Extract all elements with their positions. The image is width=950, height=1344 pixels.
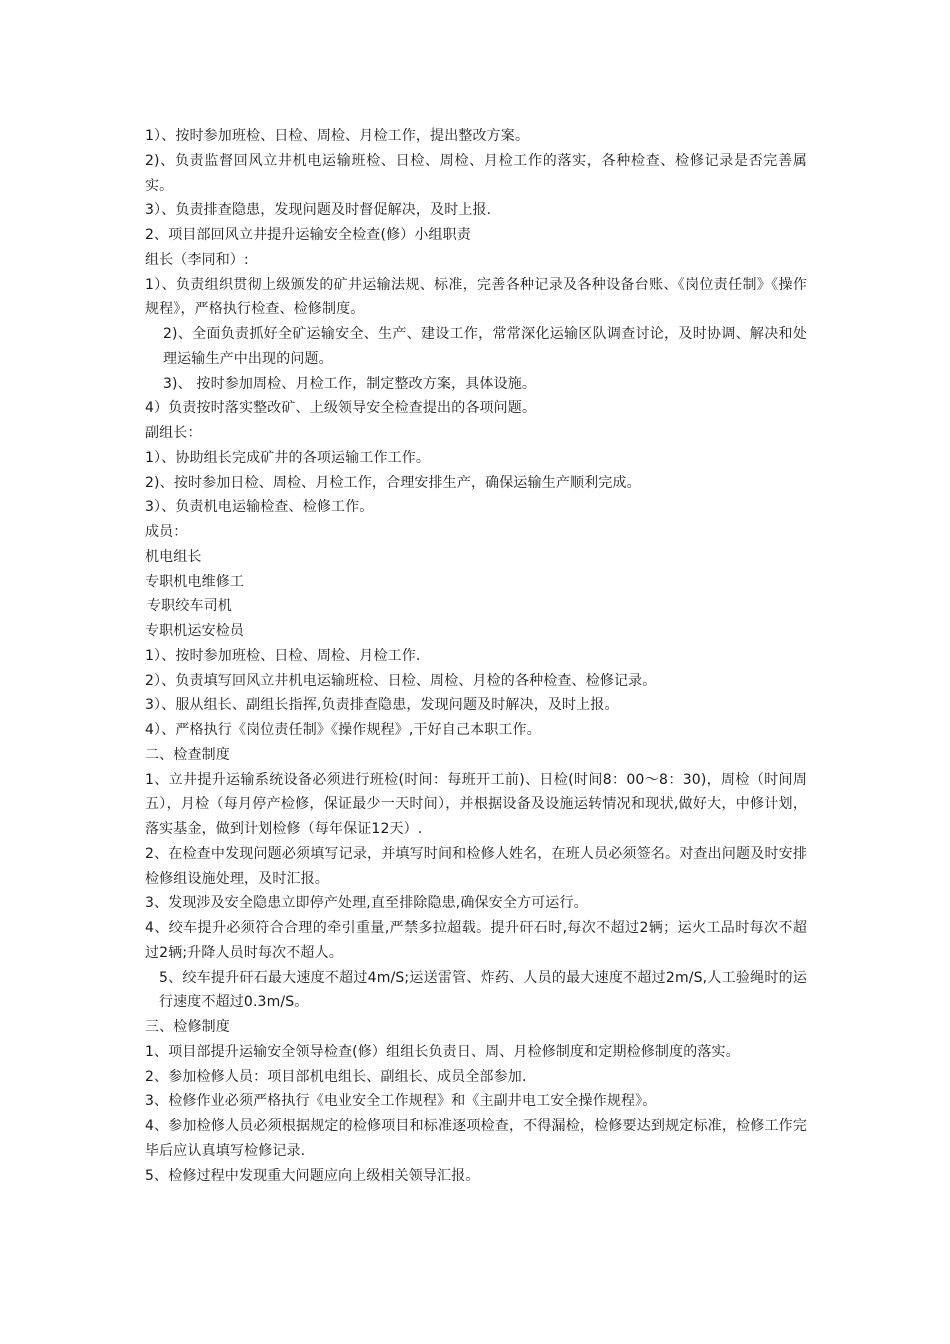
text-line: 4、参加检修人员必须根据规定的检修项目和标准逐项检查，不得漏检，检修要达到规定标准，检修工作完毕后应认真填写检修记录. <box>145 1118 807 1159</box>
text-line: 3）、负责排查隐患，发现问题及时督促解决，及时上报. <box>145 202 492 219</box>
text-line: 3）、负责机电运输检查、检修工作。 <box>145 499 374 516</box>
section-heading: 2、项目部回风立井提升运输安全检查(修）小组职责 <box>145 227 471 243</box>
text-line: 3、发现涉及安全隐患立即停产处理,直至排除隐患,确保安全方可运行。 <box>145 895 588 912</box>
text-line: 4、绞车提升必须符合合理的牵引重量,严禁多拉超载。提升矸石时,每次不超过2辆；运火工品时每次不超过2辆;升降人员时每次不超人。 <box>145 920 807 961</box>
text-line: 4）负责按时落实整改矿、上级领导安全检查提出的各项问题。 <box>145 400 537 417</box>
section-heading: 二、检查制度 <box>145 746 230 763</box>
text-line: 4）、严格执行《岗位责任制》《操作规程》,干好自己本职工作。 <box>145 722 541 738</box>
text-line: 机电组长 <box>145 548 202 565</box>
text-line: 1）、协助组长完成矿井的各项运输工作工作。 <box>145 449 431 466</box>
text-line: 2、在检查中发现问题必须填写记录，并填写时间和检修人姓名，在班人员必须签名。对查出问题及时安排检修组设施处理，及时汇报。 <box>145 845 807 887</box>
text-line: 1）、按时参加班检、日检、周检、月检工作. <box>145 647 421 664</box>
text-line: 专职机电维修工 <box>145 573 245 590</box>
text-line: 5、检修过程中发现重大问题应向上级相关领导汇报。 <box>145 1167 480 1184</box>
text-line: 3）、服从组长、副组长指挥,负责排查隐患，发现问题及时解决，及时上报。 <box>145 697 619 714</box>
text-line: 2)、全面负责抓好全矿运输安全、生产、建设工作，常常深化运输区队调查讨论，及时协调、解决和处理运输生产中出现的问题。 <box>163 326 807 367</box>
text-line: 2)、负责监督回风立井机电运输班检、日检、周检、月检工作的落实，各种检查、检修记录是否完善属实。 <box>145 152 807 194</box>
text-line: 成员： <box>145 524 188 540</box>
text-line: 3、检修作业必须严格执行《电业安全工作规程》和《主副井电工安全操作规程》。 <box>145 1093 657 1110</box>
text-line: 1）、按时参加班检、日检、周检、月检工作，提出整改方案。 <box>145 128 530 144</box>
text-line: 副组长： <box>145 425 202 441</box>
text-line: 5、绞车提升矸石最大速度不超过4m/S;运送雷管、炸药、人员的最大速度不超过2m/S,人工验绳时的运行速度不超过0.3m/S。 <box>159 969 807 1011</box>
text-line: 组长（李同和）: <box>145 251 249 268</box>
text-line: 1）、负责组织贯彻上级颁发的矿井运输法规、标准，完善各种记录及各种设备台账、《岗位责任制》《操作规程》，严格执行检查、检修制度。 <box>145 276 807 318</box>
document-page <box>145 124 807 1188</box>
text-line: 2）、负责填写回风立井机电运输班检、日检、周检、月检的各种检查、检修记录。 <box>145 672 657 689</box>
text-line: 1、立井提升运输系统设备必须进行班检(时间：每班开工前)、日检(时间8：00～8：30)，周检（时间周五），月检（每月停产检修，保证最少一天时间），并根据设备及设施运转情况和现状,做好大，中修计划，落实基金，做到计划检修（每年保证12天）. <box>145 771 807 837</box>
text-line: 2、参加检修人员：项目部机电组长、副组长、成员全部参加. <box>145 1068 527 1085</box>
text-line: 3)、 按时参加周检、月检工作，制定整改方案，具体设施。 <box>163 375 537 392</box>
text-line: 专职机运安检员 <box>145 623 245 639</box>
section-heading: 三、检修制度 <box>145 1019 230 1035</box>
text-line: 专职绞车司机 <box>147 598 232 615</box>
text-line: 1、项目部提升运输安全领导检查(修）组组长负责日、周、月检修制度和定期检修制度的落实。 <box>145 1043 740 1060</box>
text-line: 2)、按时参加日检、周检、月检工作，合理安排生产，确保运输生产顺利完成。 <box>145 474 641 491</box>
